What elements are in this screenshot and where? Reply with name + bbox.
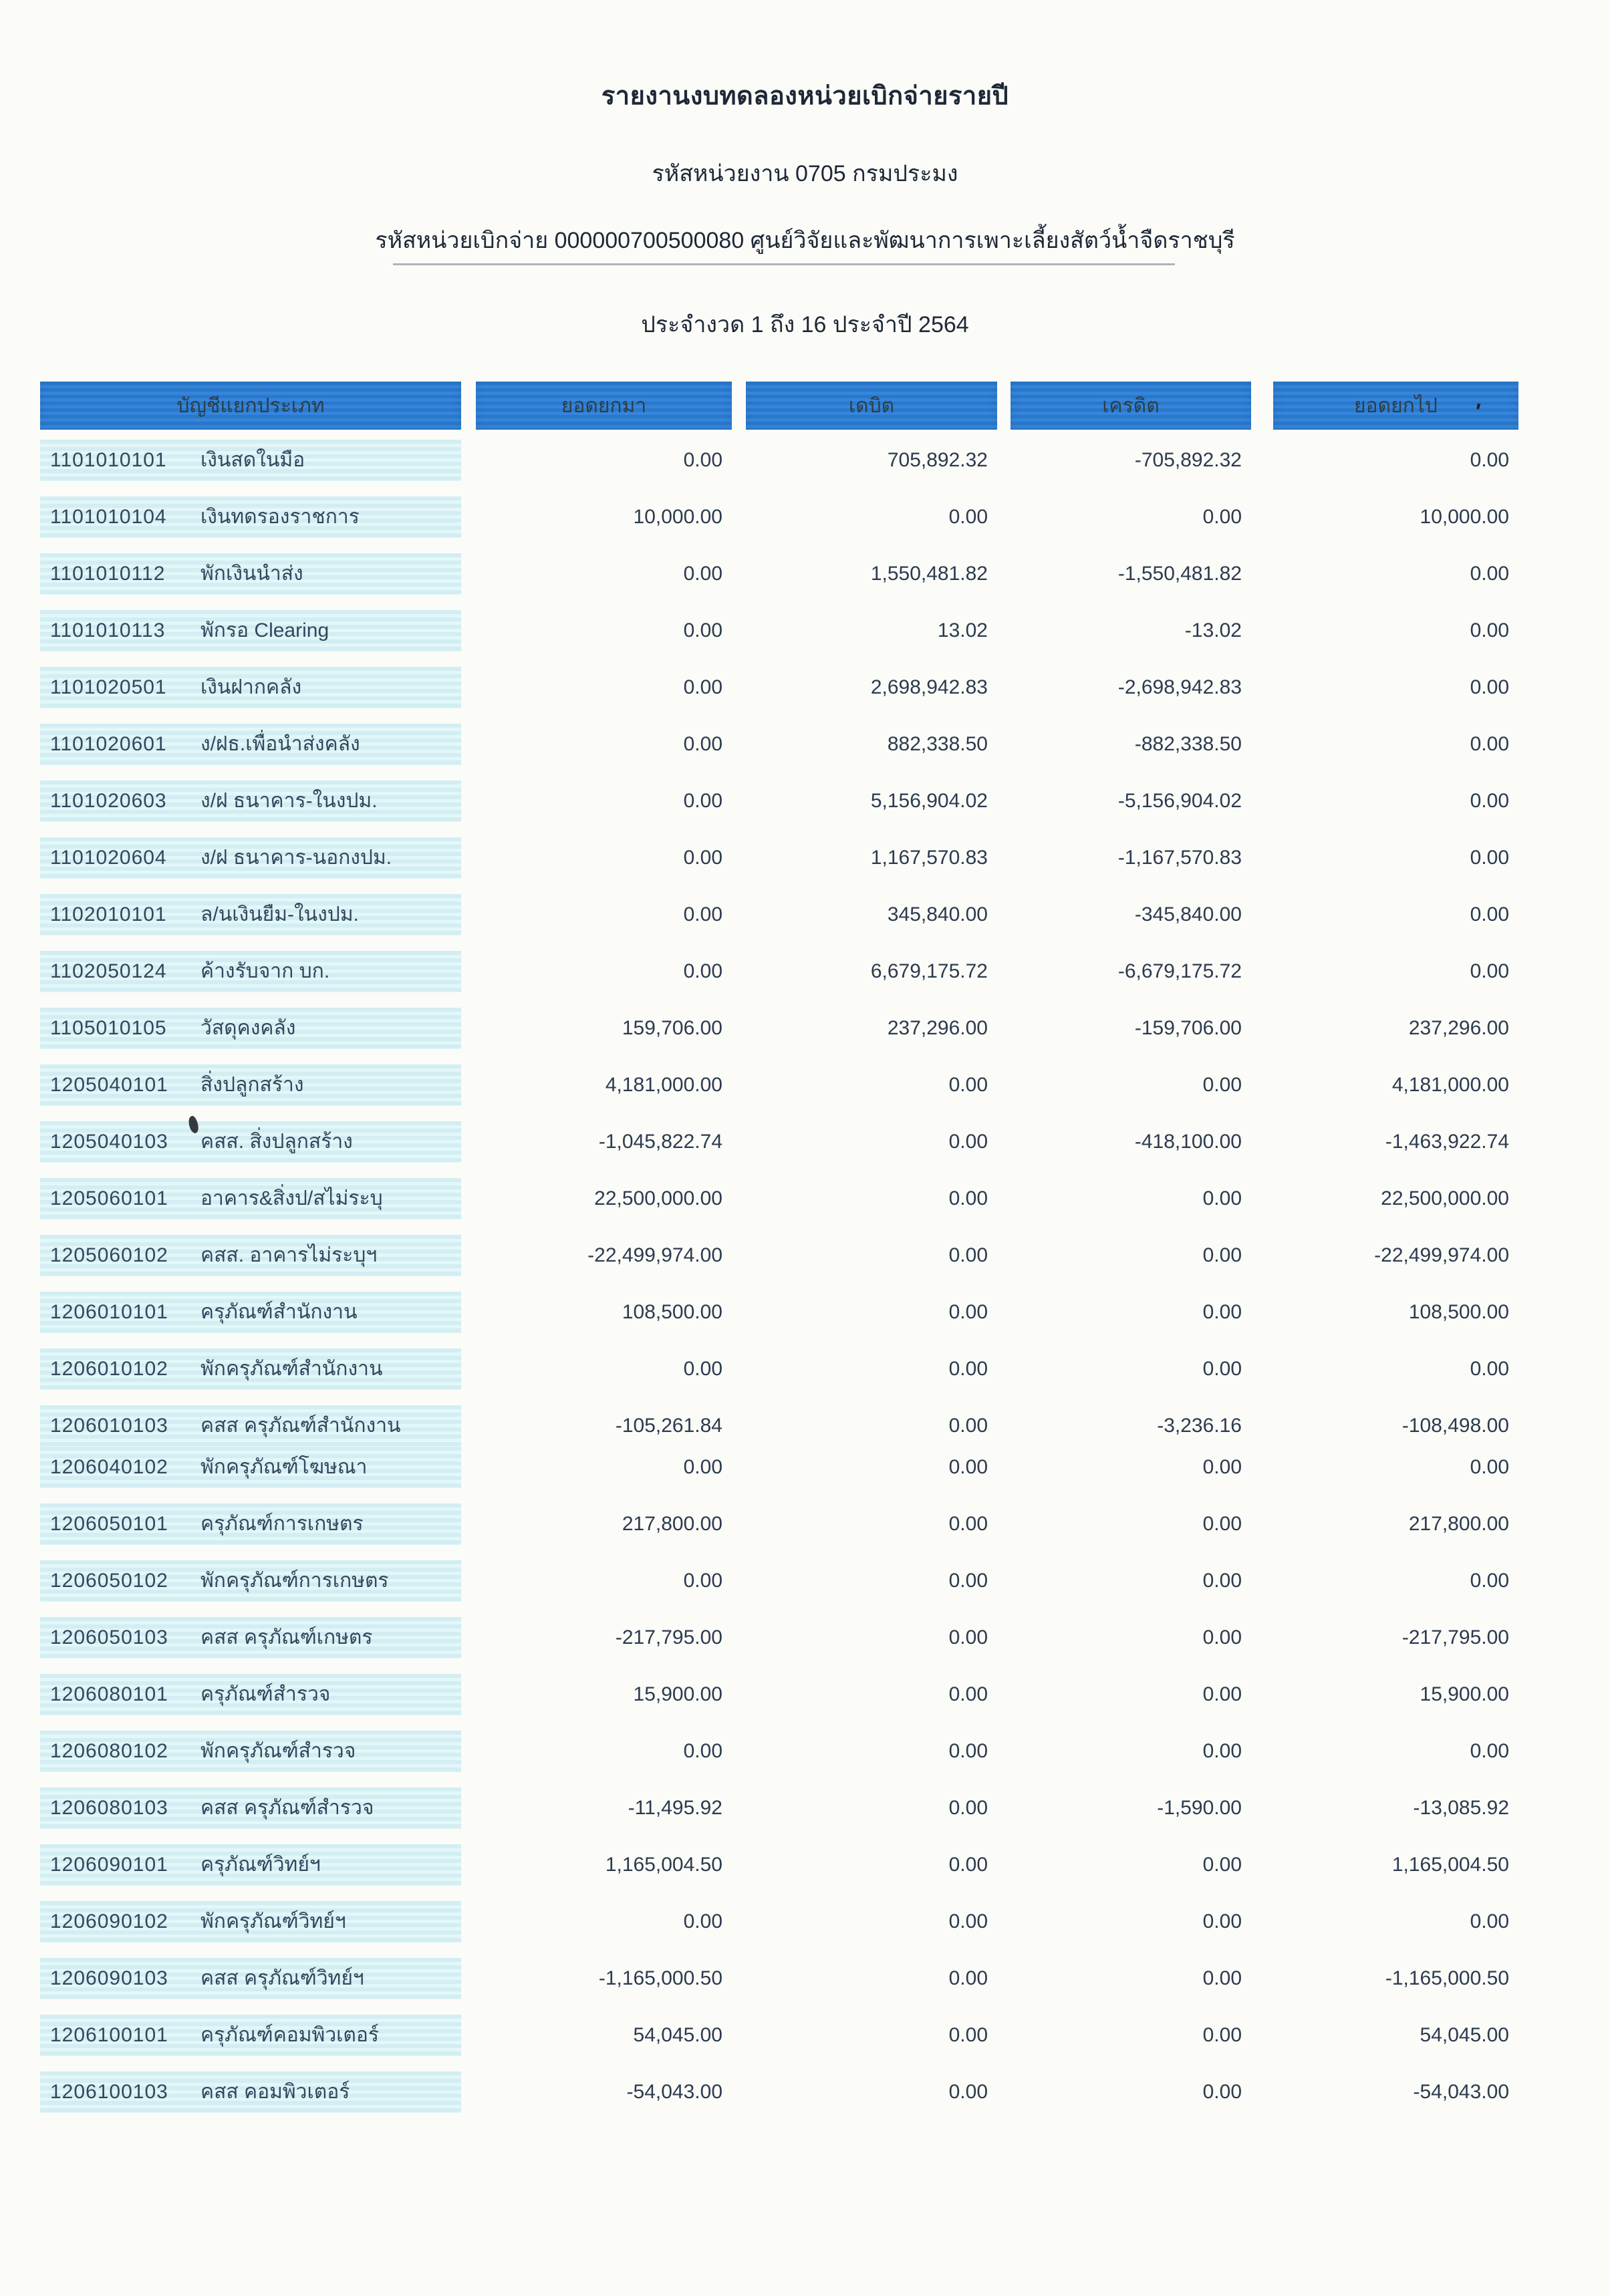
opening-balance-cell: -105,261.84 [615,1415,722,1437]
account-cell [40,553,461,595]
closing-balance-cell: 1,165,004.50 [1391,1854,1509,1876]
debit-cell: 0.00 [948,1415,988,1437]
account-cell [40,1844,461,1886]
table-header-row [40,382,1518,430]
table-row [40,1503,1518,1545]
account-code: 1101010113 [50,619,166,641]
opening-balance-cell: 0.00 [683,676,722,698]
account-code: 1206080102 [50,1740,168,1762]
table-row [40,1064,1518,1106]
debit-cell: 0.00 [948,1513,988,1535]
table-row [40,1348,1518,1390]
debit-cell: 0.00 [948,1910,988,1932]
opening-balance-cell: 159,706.00 [622,1017,722,1039]
credit-cell: -418,100.00 [1134,1131,1242,1153]
table-row [40,1731,1518,1772]
closing-balance-cell: 10,000.00 [1420,506,1509,528]
account-code: 1206090101 [50,1854,168,1876]
credit-cell: 0.00 [1202,1301,1242,1323]
column-header-closing-balance [1273,382,1518,430]
account-cell [40,2071,461,2113]
account-code: 1206010103 [50,1415,168,1437]
opening-balance-cell: 0.00 [683,790,722,812]
opening-balance-cell: 0.00 [683,847,722,869]
account-code: 1101010104 [50,506,167,528]
account-code: 1101020604 [50,847,167,869]
account-name: เงินฝากคลัง [200,676,302,698]
account-cell [40,1292,461,1333]
account-cell [40,780,461,822]
account-name: คสส ครุภัณฑ์เกษตร [200,1626,373,1648]
debit-cell: 0.00 [948,1740,988,1762]
account-code: 1206080103 [50,1797,168,1819]
debit-cell: 882,338.50 [887,733,988,755]
trial-balance-table [40,382,1518,2128]
account-cell [40,1405,461,1447]
closing-balance-cell: -1,463,922.74 [1385,1131,1509,1153]
account-code: 1206080101 [50,1683,168,1705]
account-cell [40,1560,461,1602]
scan-underline-mark [393,263,1175,265]
account-cell [40,1447,461,1488]
account-name: พักครุภัณฑ์สำรวจ [200,1740,356,1762]
account-name: คสส ครุภัณฑ์วิทย์ฯ [200,1967,364,1989]
opening-balance-cell: 0.00 [683,449,722,471]
debit-cell: 0.00 [948,1626,988,1648]
account-name: อาคาร&สิ่งป/สไม่ระบุ [200,1187,383,1209]
account-name: พักครุภัณฑ์วิทย์ฯ [200,1910,346,1932]
column-header-closing-label: ยอดยกไป [1354,395,1438,417]
credit-cell: -1,590.00 [1157,1797,1242,1819]
credit-cell: 0.00 [1202,1244,1242,1266]
closing-balance-cell: 0.00 [1470,619,1509,641]
account-cell [40,440,461,481]
opening-balance-cell: 0.00 [683,733,722,755]
account-code: 1206010101 [50,1301,168,1323]
credit-cell: -1,550,481.82 [1117,563,1242,585]
table-row [40,780,1518,822]
opening-balance-cell: -54,043.00 [626,2081,722,2103]
closing-balance-cell: 4,181,000.00 [1391,1074,1509,1096]
account-name: คสส ครุภัณฑ์สำนักงาน [200,1415,401,1437]
closing-balance-cell: 0.00 [1470,960,1509,982]
closing-balance-cell: 22,500,000.00 [1381,1187,1509,1209]
debit-cell: 0.00 [948,2081,988,2103]
scan-apostrophe-artifact: ' [1471,398,1483,425]
opening-balance-cell: 10,000.00 [633,506,722,528]
closing-balance-cell: 0.00 [1470,903,1509,925]
closing-balance-cell: 0.00 [1470,449,1509,471]
account-code: 1101020601 [50,733,167,755]
closing-balance-cell: -1,165,000.50 [1385,1967,1509,1989]
credit-cell: 0.00 [1202,1740,1242,1762]
credit-cell: -13.02 [1184,619,1242,641]
credit-cell: -6,679,175.72 [1117,960,1242,982]
account-code: 1206040102 [50,1456,168,1478]
closing-balance-cell: 0.00 [1470,790,1509,812]
account-cell [40,1617,461,1659]
account-cell [40,1674,461,1715]
closing-balance-cell: -54,043.00 [1413,2081,1509,2103]
opening-balance-cell: -11,495.92 [628,1797,722,1819]
account-code: 1101020603 [50,790,167,812]
table-row [40,837,1518,879]
table-row [40,1617,1518,1659]
account-code: 1102010101 [50,903,167,925]
closing-balance-cell: 0.00 [1470,563,1509,585]
table-row [40,1787,1518,1829]
closing-balance-cell: -22,499,974.00 [1374,1244,1509,1266]
table-row [40,1405,1518,1447]
closing-balance-cell: 108,500.00 [1408,1301,1509,1323]
table-row [40,894,1518,936]
debit-cell: 13.02 [937,619,988,641]
account-code: 1205060102 [50,1244,168,1266]
account-cell [40,667,461,708]
credit-cell: 0.00 [1202,1074,1242,1096]
account-name: วัสดุคงคลัง [200,1017,296,1039]
opening-balance-cell: 15,900.00 [633,1683,722,1705]
table-row [40,1674,1518,1715]
account-name: เงินสดในมือ [200,449,305,471]
account-code: 1206050102 [50,1570,168,1592]
opening-balance-cell: 54,045.00 [633,2024,722,2046]
closing-balance-cell: 217,800.00 [1408,1513,1509,1535]
closing-balance-cell: 0.00 [1470,1358,1509,1380]
closing-balance-cell: 0.00 [1470,1740,1509,1762]
account-cell [40,1958,461,1999]
debit-cell: 0.00 [948,1131,988,1153]
account-name: สิ่งปลูกสร้าง [200,1074,304,1096]
account-name: ง/ฝ ธนาคาร-ในงปม. [200,790,378,812]
opening-balance-cell: 0.00 [683,1456,722,1478]
debit-cell: 0.00 [948,1456,988,1478]
debit-cell: 345,840.00 [887,903,988,925]
account-cell [40,1121,461,1163]
account-cell [40,2015,461,2056]
account-name: พักครุภัณฑ์สำนักงาน [200,1358,383,1380]
table-row [40,951,1518,992]
opening-balance-cell: 0.00 [683,1358,722,1380]
credit-cell: 0.00 [1202,1626,1242,1648]
account-name: เงินทดรองราชการ [200,506,360,528]
account-code: 1102050124 [50,960,167,982]
disbursement-unit-line: รหัสหน่วยเบิกจ่าย 000000700500080 ศูนย์วิจัยและพัฒนาการเพาะเลี้ยงสัตว์น้ำจืดราชบุรี [375,228,1235,253]
account-name: คสส. สิ่งปลูกสร้าง [200,1131,353,1153]
credit-cell: -882,338.50 [1134,733,1242,755]
debit-cell: 0.00 [948,1187,988,1209]
opening-balance-cell: 0.00 [683,960,722,982]
table-row [40,1958,1518,1999]
account-name: ครุภัณฑ์สำนักงาน [200,1301,358,1323]
table-row [40,1121,1518,1163]
table-row [40,496,1518,538]
credit-cell: 0.00 [1202,1683,1242,1705]
table-row [40,610,1518,652]
opening-balance-cell: 4,181,000.00 [605,1074,722,1096]
table-row [40,724,1518,765]
credit-cell: 0.00 [1202,2024,1242,2046]
opening-balance-cell: 217,800.00 [622,1513,722,1535]
period-line: ประจำงวด 1 ถึง 16 ประจำปี 2564 [641,312,969,337]
account-code: 1206100101 [50,2024,168,2046]
debit-cell: 0.00 [948,1797,988,1819]
credit-cell: -2,698,942.83 [1117,676,1242,698]
opening-balance-cell: -22,499,974.00 [587,1244,722,1266]
debit-cell: 0.00 [948,1301,988,1323]
table-row [40,1447,1518,1488]
debit-cell: 0.00 [948,1244,988,1266]
column-header-debit: เดบิต [746,382,997,430]
opening-balance-cell: 0.00 [683,1910,722,1932]
debit-cell: 5,156,904.02 [870,790,988,812]
table-row [40,1901,1518,1943]
table-row [40,553,1518,595]
account-name: ง/ฝ ธนาคาร-นอกงปม. [200,847,392,869]
account-cell [40,951,461,992]
table-row [40,667,1518,708]
account-code: 1206010102 [50,1358,168,1380]
account-cell [40,1178,461,1219]
table-row [40,1008,1518,1049]
opening-balance-cell: 0.00 [683,563,722,585]
account-code: 1206050101 [50,1513,168,1535]
debit-cell: 0.00 [948,1967,988,1989]
table-row [40,440,1518,481]
credit-cell: -5,156,904.02 [1117,790,1242,812]
table-row [40,1178,1518,1219]
credit-cell: -1,167,570.83 [1117,847,1242,869]
closing-balance-cell: 0.00 [1470,676,1509,698]
account-name: คสส. อาคารไม่ระบุฯ [200,1244,378,1266]
account-name: ครุภัณฑ์สำรวจ [200,1683,331,1705]
debit-cell: 0.00 [948,1854,988,1876]
account-cell [40,837,461,879]
account-code: 1206050103 [50,1626,168,1648]
account-name: พักเงินนำส่ง [200,563,303,585]
account-cell [40,610,461,652]
debit-cell: 2,698,942.83 [870,676,988,698]
credit-cell: 0.00 [1202,2081,1242,2103]
account-cell [40,1064,461,1106]
debit-cell: 6,679,175.72 [870,960,988,982]
credit-cell: -159,706.00 [1134,1017,1242,1039]
opening-balance-cell: 0.00 [683,903,722,925]
debit-cell: 0.00 [948,1074,988,1096]
credit-cell: 0.00 [1202,1456,1242,1478]
credit-cell: 0.00 [1202,1187,1242,1209]
closing-balance-cell: 0.00 [1470,1910,1509,1932]
closing-balance-cell: 0.00 [1470,847,1509,869]
closing-balance-cell: 15,900.00 [1420,1683,1509,1705]
account-cell [40,724,461,765]
credit-cell: 0.00 [1202,1358,1242,1380]
table-row [40,1292,1518,1333]
account-cell [40,1235,461,1276]
debit-cell: 0.00 [948,1358,988,1380]
account-code: 1206090102 [50,1910,168,1932]
credit-cell: -705,892.32 [1134,449,1242,471]
closing-balance-cell: -108,498.00 [1401,1415,1509,1437]
account-cell [40,1731,461,1772]
debit-cell: 0.00 [948,2024,988,2046]
credit-cell: -345,840.00 [1134,903,1242,925]
account-code: 1101010112 [50,563,166,585]
report-title: รายงานงบทดลองหน่วยเบิกจ่ายรายปี [601,82,1009,110]
credit-cell: 0.00 [1202,506,1242,528]
opening-balance-cell: 108,500.00 [622,1301,722,1323]
account-name: คสส คอมพิวเตอร์ [200,2081,350,2103]
opening-balance-cell: 22,500,000.00 [594,1187,722,1209]
closing-balance-cell: -217,795.00 [1401,1626,1509,1648]
debit-cell: 0.00 [948,1570,988,1592]
account-name: คสส ครุภัณฑ์สำรวจ [200,1797,374,1819]
account-name: ครุภัณฑ์คอมพิวเตอร์ [200,2024,380,2046]
debit-cell: 237,296.00 [887,1017,988,1039]
account-cell [40,894,461,936]
closing-balance-cell: 54,045.00 [1420,2024,1509,2046]
account-cell [40,1008,461,1049]
opening-balance-cell: 1,165,004.50 [605,1854,722,1876]
account-cell [40,496,461,538]
account-name: พักครุภัณฑ์โฆษณา [200,1456,368,1478]
account-name: พักรอ Clearing [200,619,329,641]
closing-balance-cell: 237,296.00 [1408,1017,1509,1039]
table-row [40,1235,1518,1276]
credit-cell: 0.00 [1202,1854,1242,1876]
account-code: 1101010101 [50,449,167,471]
closing-balance-cell: 0.00 [1470,733,1509,755]
credit-cell: -3,236.16 [1157,1415,1242,1437]
opening-balance-cell: 0.00 [683,1740,722,1762]
column-header-account: บัญชีแยกประเภท [40,382,461,430]
account-code: 1101020501 [50,676,167,698]
closing-balance-cell: 0.00 [1470,1456,1509,1478]
account-cell [40,1787,461,1829]
column-header-opening-balance: ยอดยกมา [476,382,732,430]
opening-balance-cell: 0.00 [683,619,722,641]
debit-cell: 1,167,570.83 [870,847,988,869]
account-code: 1206100103 [50,2081,168,2103]
account-cell [40,1503,461,1545]
debit-cell: 0.00 [948,506,988,528]
account-cell [40,1901,461,1943]
account-cell [40,1348,461,1390]
credit-cell: 0.00 [1202,1513,1242,1535]
debit-cell: 0.00 [948,1683,988,1705]
credit-cell: 0.00 [1202,1570,1242,1592]
account-code: 1205060101 [50,1187,168,1209]
account-code: 1205040101 [50,1074,168,1096]
agency-code-line: รหัสหน่วยงาน 0705 กรมประมง [652,161,958,186]
table-row [40,1560,1518,1602]
account-name: ครุภัณฑ์วิทย์ฯ [200,1854,321,1876]
table-row [40,2015,1518,2056]
account-name: พักครุภัณฑ์การเกษตร [200,1570,389,1592]
closing-balance-cell: 0.00 [1470,1570,1509,1592]
opening-balance-cell: -1,045,822.74 [598,1131,722,1153]
opening-balance-cell: -1,165,000.50 [598,1967,722,1989]
debit-cell: 705,892.32 [887,449,988,471]
account-name: ง/ฝธ.เพื่อนำส่งคลัง [200,733,360,755]
account-name: ครุภัณฑ์การเกษตร [200,1513,364,1535]
table-row [40,2071,1518,2113]
account-name: ค้างรับจาก บก. [200,960,330,982]
column-header-credit: เครดิต [1011,382,1251,430]
closing-balance-cell: -13,085.92 [1413,1797,1509,1819]
table-row [40,1844,1518,1886]
opening-balance-cell: 0.00 [683,1570,722,1592]
account-code: 1206090103 [50,1967,168,1989]
credit-cell: 0.00 [1202,1910,1242,1932]
account-code: 1105010105 [50,1017,167,1039]
account-name: ล/นเงินยืม-ในงปม. [200,903,359,925]
account-code: 1205040103 [50,1131,168,1153]
table-body [40,440,1518,2113]
opening-balance-cell: -217,795.00 [615,1626,722,1648]
credit-cell: 0.00 [1202,1967,1242,1989]
debit-cell: 1,550,481.82 [870,563,988,585]
